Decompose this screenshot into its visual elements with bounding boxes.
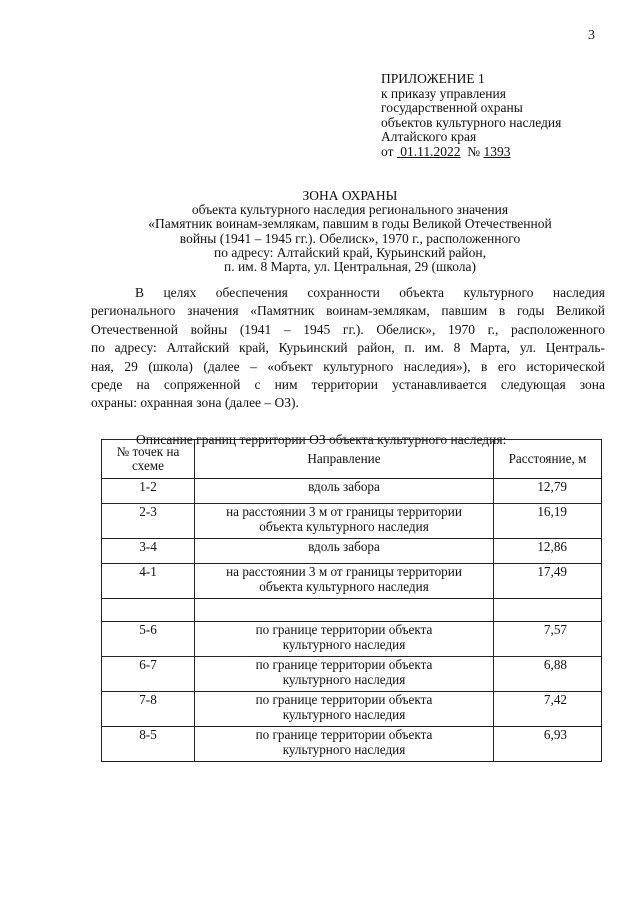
cell-distance: 6,93 [494,727,602,762]
appendix-date-line [381,145,561,160]
boundary-table [101,439,602,762]
paragraph-line: регионального значения «Памятник воинам-землякам, павшим в годы Великой [91,303,605,319]
appendix-header [381,72,561,160]
title-line: по адресу: Алтайский край, Курьинский район, [213,244,486,260]
table-row [102,539,602,564]
table-row [102,727,602,762]
appendix-line: государственной охраны [381,100,523,116]
appendix-title: ПРИЛОЖЕНИЕ 1 [381,71,485,86]
cell-distance: 6,88 [494,657,602,692]
cell-direction: по границе территории объекта культурного наследия [195,622,494,657]
table-row [102,657,602,692]
cell-empty [102,599,195,622]
cell-points: 1-2 [102,479,195,504]
cell-direction: по границе территории объекта культурного наследия [195,657,494,692]
paragraph-line: Отечественной войны (1941 – 1945 гг.). Обелиск», 1970 г., расположенного [91,321,605,337]
cell-distance: 12,86 [494,539,602,564]
cell-direction: по границе территории объекта культурного наследия [195,727,494,762]
cell-distance: 16,19 [494,504,602,539]
cell-points: 4-1 [102,564,195,599]
cell-points: 5-6 [102,622,195,657]
cell-direction: по границе территории объекта культурного наследия [195,692,494,727]
body-paragraph [91,284,605,413]
header-points: № точек на схеме [102,440,195,479]
title-line: войны (1941 – 1945 гг.). Обелиск», 1970 г., расположенного [179,230,521,246]
cell-points: 3-4 [102,539,195,564]
cell-distance: 7,42 [494,692,602,727]
table-row [102,504,602,539]
cell-distance: 7,57 [494,622,602,657]
cell-empty [494,599,602,622]
title-heading: ЗОНА ОХРАНЫ [302,188,398,203]
cell-direction: вдоль забора [195,479,494,504]
cell-points: 8-5 [102,727,195,762]
cell-distance: 12,79 [494,479,602,504]
cell-points: 6-7 [102,657,195,692]
order-date: 01.11.2022 [400,143,461,159]
table-row-blank [102,599,602,622]
cell-points: 2-3 [102,504,195,539]
order-number: 1393 [483,143,511,159]
cell-direction: на расстоянии 3 м от границы территории объекта культурного наследия [195,564,494,599]
table-row [102,479,602,504]
cell-direction: на расстоянии 3 м от границы территории объекта культурного наследия [195,504,494,539]
cell-distance: 17,49 [494,564,602,599]
cell-points: 7-8 [102,692,195,727]
appendix-line: объектов культурного наследия [381,114,562,130]
paragraph-line: охраны: охранная зона (далее – ОЗ). [91,395,299,411]
cell-direction: вдоль забора [195,539,494,564]
table-header-row [102,440,602,479]
title-line: «Памятник воинам-землякам, павшим в годы Великой Отечественной [148,216,552,232]
table-caption: Описание границ территории ОЗ объекта культурного наследия: [136,432,507,447]
table-row [102,692,602,727]
paragraph-line: среде на сопряженной с ним территории устанавливается следующая зона [91,377,605,393]
paragraph-line: В целях обеспечения сохранности объекта культурного наследия [135,285,605,300]
document-title [100,189,600,274]
date-prefix: от [381,143,394,159]
paragraph-line: ная, 29 (школа) (далее – «объект культурного наследия»), в его исторической [91,358,605,374]
appendix-line: Алтайского края [381,129,477,145]
table-row [102,564,602,599]
page-number: 3 [588,28,595,43]
appendix-line: к приказу управления [381,85,506,101]
title-line: п. им. 8 Марта, ул. Центральная, 29 (школа) [223,259,477,275]
paragraph-line: по адресу: Алтайский край, Курьинский район, п. им. 8 Марта, ул. Централь- [91,340,605,356]
cell-empty [195,599,494,622]
header-direction: Направление [195,440,494,479]
title-line: объекта культурного наследия регионального значения [191,202,509,218]
number-prefix: № [467,143,481,159]
table-row [102,622,602,657]
header-distance: Расстояние, м [494,440,602,479]
